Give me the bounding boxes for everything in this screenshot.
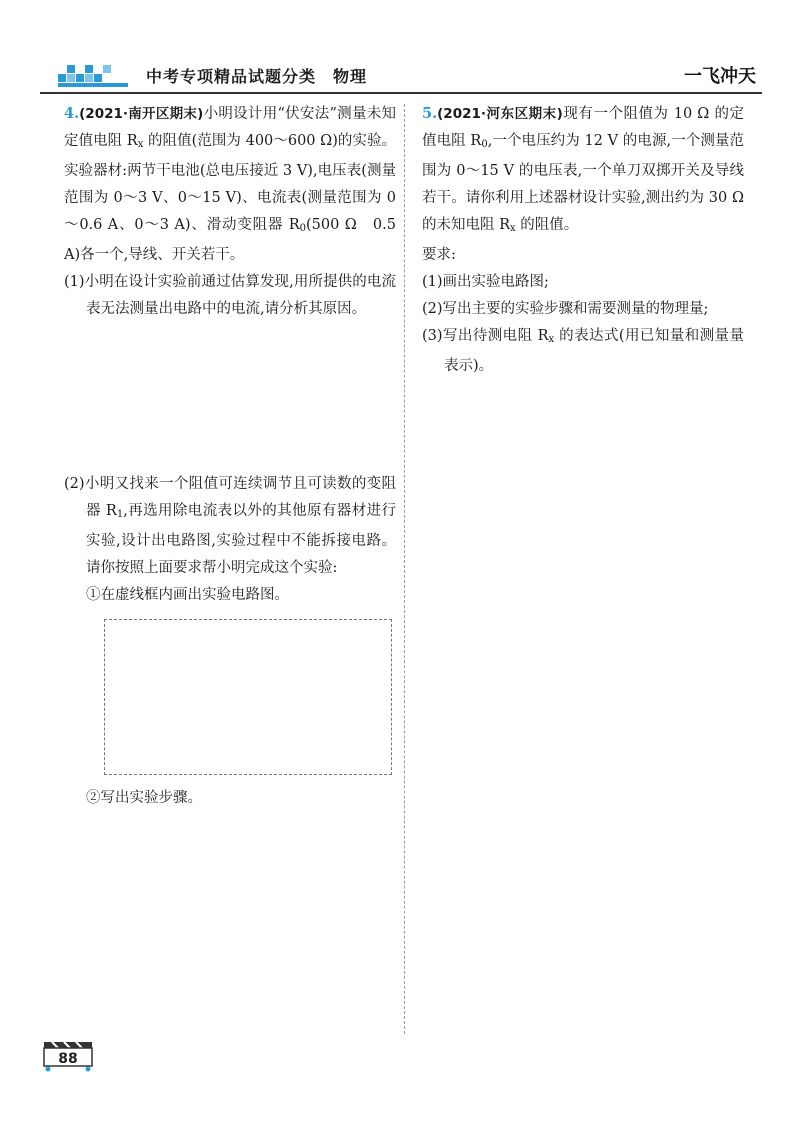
- brand-logo: 一飞冲天: [684, 66, 756, 87]
- q4-stem-subscript: x: [137, 139, 144, 150]
- q4-stem-text-2: 的阻值(范围为 400～600 Ω)的实验。实验器材:两节干电池(总电压接近 3 V),电压表(测量范围为 0～3 V、0～15 V)、电流表(测量范围为 0～0.6 A、0～3 A)、滑动变阻器 R: [64, 133, 397, 233]
- question-5: [422, 100, 744, 380]
- book-title: 中考专项精品试题分类 物理: [146, 67, 368, 86]
- q5-req3-text: (3)写出待测电阻 R: [422, 328, 549, 344]
- q5-req3: [422, 323, 744, 380]
- q4-step1: ①在虚线框内画出实验电路图。: [86, 587, 289, 603]
- q4-part1-answer-space[interactable]: [64, 323, 396, 471]
- q5-number: 5.: [422, 105, 438, 122]
- q4-stem: [64, 100, 396, 269]
- q4-stem-subscript-2: 0: [299, 223, 307, 234]
- q4-number: 4.: [64, 105, 80, 122]
- q5-stem-text-2: ,一个电压约为 12 V 的电源,一个测量范围为 0～15 V 的电压表,一个单刀双掷开关及导线若干。请你利用上述器材设计实验,测出约为 30 Ω 的未知电阻 R: [422, 133, 744, 233]
- page-header: [40, 58, 762, 94]
- q4-part2-subscript: 1: [116, 509, 124, 520]
- q5-stem-text-3: 的阻值。: [515, 217, 579, 233]
- q4-source: (2021·南开区期末): [79, 106, 204, 122]
- question-4: [64, 100, 396, 812]
- q4-part2: [64, 471, 396, 582]
- q5-source: (2021·河东区期末): [437, 106, 563, 122]
- q5-requirements-label: 要求:: [422, 247, 456, 263]
- page-number: 88: [58, 1051, 78, 1067]
- q4-part1: (1)小明在设计实验前通过估算发现,用所提供的电流表无法测量出电路中的电流,请分析其原因。: [64, 274, 396, 317]
- q5-req3-text-2: 的表达式(用已知量和测量量表示)。: [444, 328, 744, 374]
- q4-part2-text-2: ,再选用除电流表以外的其他原有器材进行实验,设计出电路图,实验过程中不能拆接电路。请你按照上面要求帮小明完成这个实验:: [86, 503, 396, 576]
- circuit-drawing-box[interactable]: [104, 619, 392, 775]
- q5-req3-subscript: x: [548, 334, 555, 345]
- book-series-logo-icon: [58, 60, 128, 90]
- q5-req1: (1)画出实验电路图;: [422, 274, 549, 290]
- q5-stem-subscript: 0: [481, 139, 488, 150]
- q5-stem-text: 现有一个阻值为 10 Ω 的定值电阻 R: [422, 106, 744, 149]
- q5-req2: (2)写出主要的实验步骤和需要测量的物理量;: [422, 301, 709, 317]
- header-rule: [40, 92, 762, 94]
- q4-stem-text: 小明设计用“伏安法”测量未知定值电阻 R: [64, 106, 396, 149]
- q5-stem-subscript-2: x: [510, 223, 516, 234]
- q4-part2-text: (2)小明又找来一个阻值可连续调节且可读数的变阻器 R: [64, 476, 396, 519]
- column-divider: [404, 104, 405, 1034]
- page-number-badge: [40, 1040, 96, 1072]
- q4-stem-text-3: (500 Ω 0.5 A)各一个,导线、开关若干。: [64, 217, 396, 263]
- q5-stem: [422, 100, 744, 242]
- q4-step2: ②写出实验步骤。: [86, 790, 202, 806]
